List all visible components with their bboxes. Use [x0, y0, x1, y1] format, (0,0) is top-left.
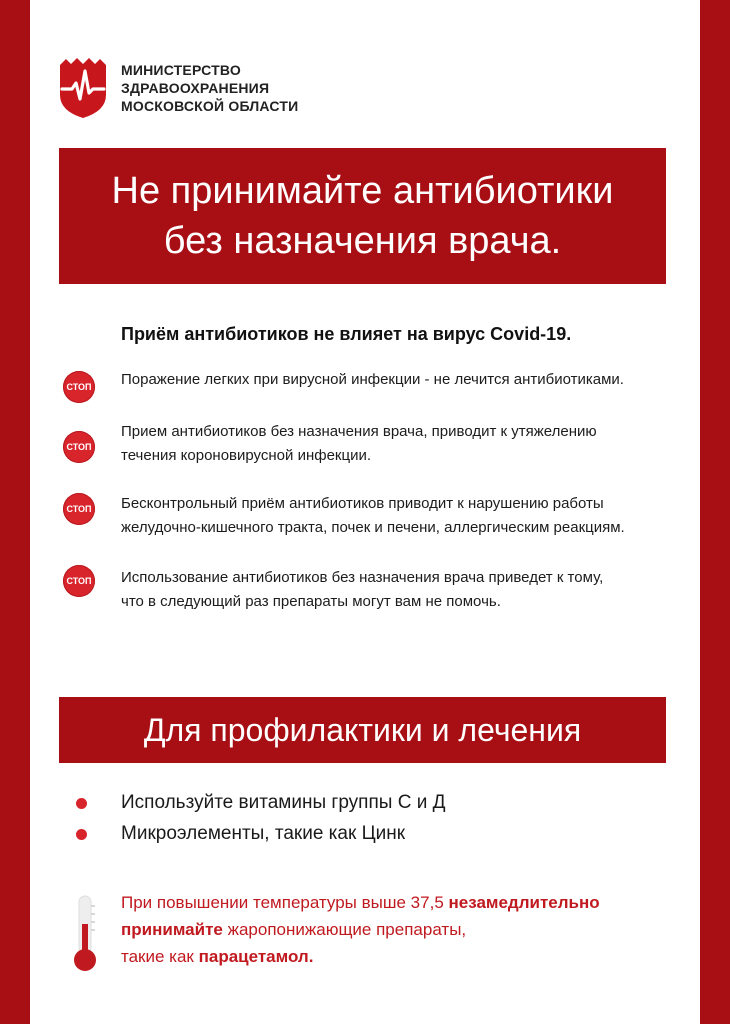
warning-emphasis: принимайте	[121, 920, 223, 939]
tip-item	[0, 819, 700, 849]
ministry-name	[121, 61, 298, 115]
stop-item-line: Прием антибиотиков без назначения врача, приводит к утяжелению	[121, 423, 597, 440]
stop-icon: СТОП	[63, 431, 95, 463]
stop-icon: СТОП	[63, 493, 95, 525]
prevention-banner: Для профилактики и лечения	[59, 697, 666, 763]
warning-line	[121, 889, 681, 916]
ministry-name-line: ЗДРАВООХРАНЕНИЯ	[121, 80, 270, 96]
warning-line	[121, 943, 681, 970]
stop-item-line: Использование антибиотиков без назначения врача приведет к тому,	[121, 569, 604, 586]
warning-text: При повышении температуры выше 37,5	[121, 893, 449, 912]
warning-emphasis: парацетамол.	[198, 947, 314, 966]
warning-text: жаропонижающие препараты,	[222, 920, 467, 939]
main-headline	[59, 148, 666, 284]
stop-item-text	[121, 368, 681, 392]
stop-item-text	[121, 566, 681, 614]
stop-icon: СТОП	[63, 565, 95, 597]
stop-item-line: течения короновирусной инфекции.	[121, 447, 371, 464]
bullet-icon	[76, 798, 87, 809]
stop-item-line: Поражение легких при вирусной инфекции - не лечится антибиотиками.	[121, 371, 624, 388]
stop-item-text	[121, 492, 681, 540]
stop-item-line: что в следующий раз препараты могут вам не помочь.	[121, 593, 501, 610]
shield-heartbeat-icon	[58, 55, 108, 119]
stop-icon: СТОП	[63, 371, 95, 403]
tip-text: Микроэлементы, такие как Цинк	[121, 823, 406, 844]
stop-item-line: Бесконтрольный приём антибиотиков приводит к нарушению работы	[121, 495, 604, 512]
thermometer-icon	[70, 894, 100, 974]
tip-text: Используйте витамины группы С и Д	[121, 792, 446, 813]
warning-line	[121, 916, 681, 943]
ministry-name-line: МИНИСТЕРСТВО	[121, 62, 241, 78]
warning-text: такие как	[121, 947, 199, 966]
subheading: Приём антибиотиков не влияет на вирус Covid-19.	[121, 324, 572, 344]
stop-item-line: желудочно-кишечного тракта, почек и печени, аллергическим реакциям.	[121, 519, 625, 536]
bullet-icon	[76, 829, 87, 840]
warning-emphasis: незамедлительно	[448, 893, 600, 912]
headline-line: без назначения врача.	[163, 220, 562, 262]
right-border-stripe	[700, 0, 730, 1024]
tip-item	[0, 788, 700, 818]
ministry-name-line: МОСКОВСКОЙ ОБЛАСТИ	[121, 98, 299, 114]
left-border-stripe	[0, 0, 30, 1024]
stop-item-text	[121, 420, 681, 468]
headline-line: Не принимайте антибиотики	[111, 170, 614, 212]
fever-warning	[121, 889, 681, 970]
